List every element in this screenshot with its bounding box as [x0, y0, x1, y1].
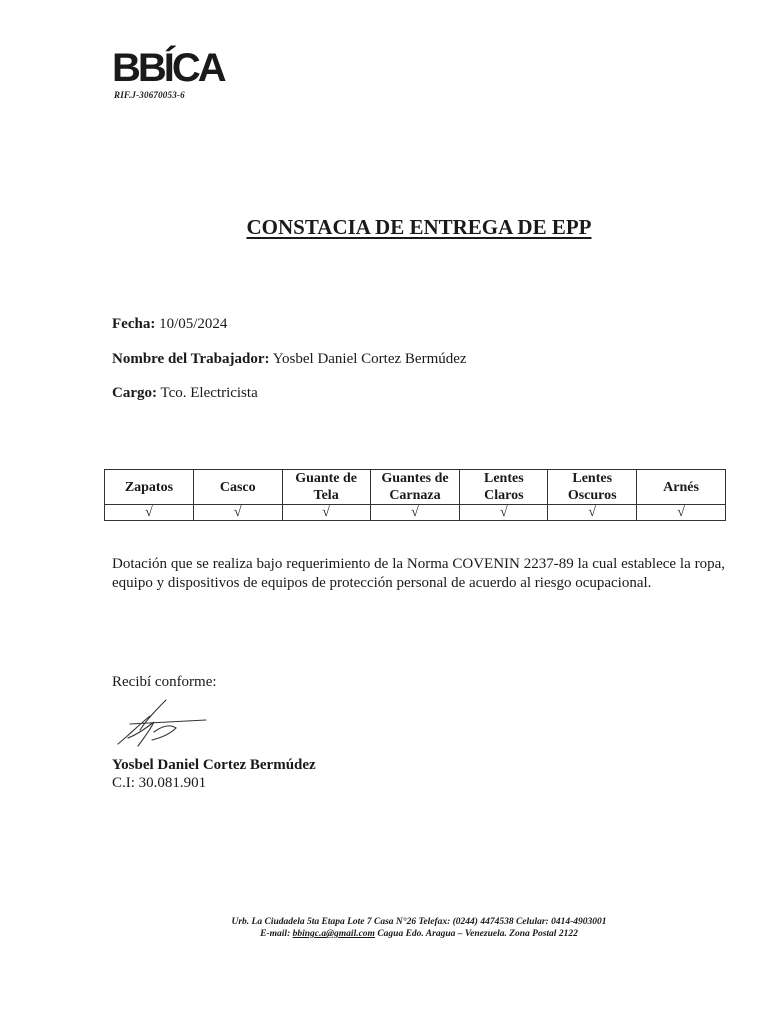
table-header-text: Guantes de: [381, 471, 449, 486]
nombre-field: [112, 351, 467, 368]
table-header-text: Lentes: [484, 471, 524, 486]
footer-contact: [0, 928, 768, 940]
check-mark-cell: √: [460, 505, 548, 521]
email-label: E-mail:: [260, 929, 291, 939]
fecha-label: Fecha:: [112, 316, 156, 332]
table-header-cell: [370, 470, 460, 505]
cargo-value: Tco. Electricista: [160, 385, 258, 401]
table-header-cell: [282, 470, 370, 505]
table-header-text: Lentes: [572, 471, 613, 486]
table-header-cell: [193, 470, 282, 505]
table-header-cell: [548, 470, 637, 505]
fecha-field: [112, 316, 227, 333]
table-header-cell: [637, 470, 726, 505]
table-header-text: Tela: [313, 488, 339, 503]
signer-ci: C.I: 30.081.901: [112, 775, 207, 791]
table-row: [105, 505, 726, 521]
table-header-text: Claros: [484, 488, 524, 503]
body-paragraph: Dotación que se realiza bajo requerimiento de la Norma COVENIN 2237-89 la cual establece la ropa, equipo y dispositivos de equipos de protección personal de acuerdo al riesgo ocupacional.: [112, 556, 725, 591]
footer-location: Cagua Edo. Aragua – Venezuela. Zona Postal 2122: [377, 929, 578, 939]
table-header-text: Guante de: [295, 471, 358, 486]
table-header-text: Oscuros: [567, 488, 617, 503]
table-header-cell: [105, 470, 194, 505]
signer-name: Yosbel Daniel Cortez Bermúdez: [112, 757, 316, 773]
svg-text:BBÍCA: BBÍCA: [112, 46, 224, 86]
email-link[interactable]: bbingc.a@gmail.com: [292, 929, 375, 939]
check-mark-cell: √: [548, 505, 637, 521]
document-title: CONSTACIA DE ENTREGA DE EPP: [246, 215, 592, 239]
epp-table: [104, 469, 726, 521]
table-header-text: Carnaza: [389, 488, 441, 503]
company-logo: [110, 44, 230, 86]
check-mark-cell: √: [637, 505, 726, 521]
check-mark-cell: √: [105, 505, 194, 521]
recibi-label: Recibí conforme:: [112, 674, 217, 690]
handwritten-signature: [110, 694, 220, 754]
table-header-text: Arnés: [663, 479, 699, 495]
footer-address: Urb. La Ciudadela 5ta Etapa Lote 7 Casa N°26 Telefax: (0244) 4474538 Celular: 0414-4903001: [231, 917, 607, 927]
fecha-value: 10/05/2024: [159, 316, 228, 332]
table-header-cell: [460, 470, 548, 505]
table-header-row: [105, 470, 726, 505]
check-mark-cell: √: [193, 505, 282, 521]
cargo-field: [112, 385, 258, 402]
check-mark-cell: √: [370, 505, 460, 521]
nombre-label: Nombre del Trabajador:: [112, 351, 270, 367]
check-mark-cell: √: [282, 505, 370, 521]
table-header-text: Zapatos: [124, 479, 174, 495]
nombre-value: Yosbel Daniel Cortez Bermúdez: [272, 351, 467, 367]
cargo-label: Cargo:: [112, 385, 157, 401]
footer: [0, 916, 768, 940]
rif-number: RIF.J-30670053-6: [114, 90, 185, 100]
table-header-text: Casco: [219, 479, 256, 495]
